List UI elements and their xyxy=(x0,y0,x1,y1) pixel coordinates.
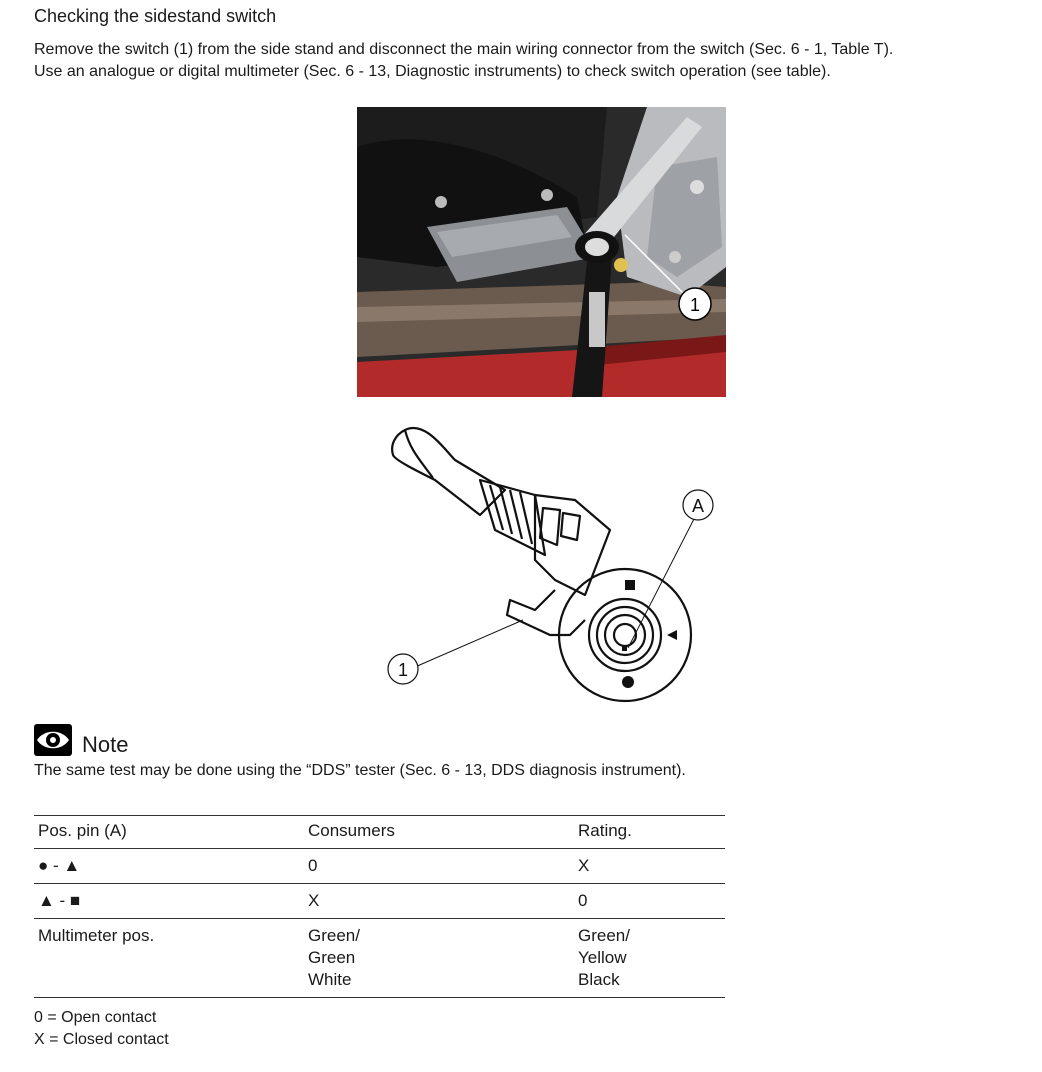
row-pos: ● - ▲ xyxy=(34,849,304,884)
legend-closed: X = Closed contact xyxy=(34,1031,169,1048)
table-row-multimeter xyxy=(34,919,725,998)
multimeter-rating-line: Yellow xyxy=(578,948,627,967)
eye-icon xyxy=(34,724,72,756)
diagram-callout-a: A xyxy=(691,496,705,516)
multimeter-label: Multimeter pos. xyxy=(34,919,304,998)
multimeter-rating xyxy=(574,919,725,998)
row-rating: 0 xyxy=(574,884,725,919)
multimeter-consumers xyxy=(304,919,574,998)
multimeter-consumers-line: Green/ xyxy=(308,926,360,945)
table-row xyxy=(34,849,725,884)
table-row xyxy=(34,884,725,919)
header-consumers: Consumers xyxy=(304,816,574,849)
instructions-paragraph xyxy=(34,39,1034,83)
multimeter-consumers-line: Green xyxy=(308,948,356,967)
table-header-row xyxy=(34,816,725,849)
multimeter-consumers-line: White xyxy=(308,970,352,989)
header-rating: Rating. xyxy=(574,816,725,849)
photo-callout-1: 1 xyxy=(689,295,701,315)
section-title: Checking the sidestand switch xyxy=(34,6,277,26)
multimeter-rating-line: Black xyxy=(578,970,620,989)
sidestand-photo xyxy=(357,107,726,397)
legend-open: 0 = Open contact xyxy=(34,1009,157,1026)
instructions-line-2: Use an analogue or digital multimeter (Sec. 6 - 13, Diagnostic instruments) to check switch operation (see table). xyxy=(34,63,831,80)
switch-diagram xyxy=(385,420,725,710)
row-consumers: 0 xyxy=(304,849,574,884)
legend xyxy=(34,1007,169,1051)
multimeter-rating-line: Green/ xyxy=(578,926,630,945)
note-heading: Note xyxy=(82,732,129,757)
row-pos: ▲ - ■ xyxy=(34,884,304,919)
switch-test-table xyxy=(34,815,725,998)
instructions-line-1: Remove the switch (1) from the side stand and disconnect the main wiring connector from the switch (Sec. 6 - 1, Table T). xyxy=(34,41,894,58)
diagram-callout-1: 1 xyxy=(397,660,409,680)
note-text: The same test may be done using the “DDS” tester (Sec. 6 - 13, DDS diagnosis instrument). xyxy=(34,762,686,779)
header-pos-pin: Pos. pin (A) xyxy=(34,816,304,849)
row-consumers: X xyxy=(304,884,574,919)
row-rating: X xyxy=(574,849,725,884)
